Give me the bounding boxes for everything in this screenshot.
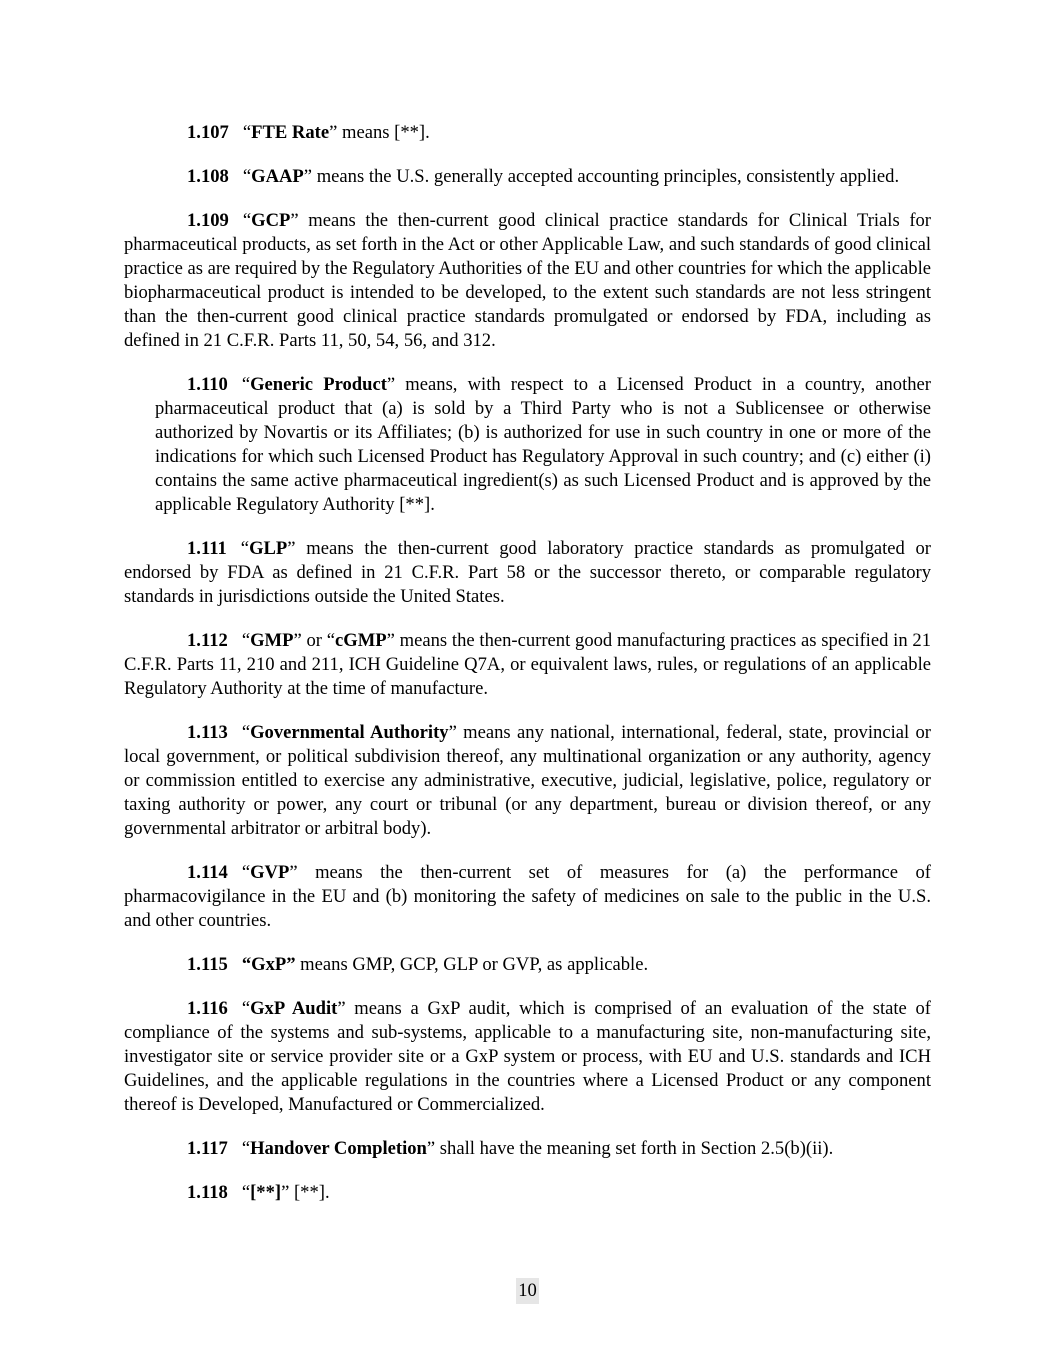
defined-term: GLP xyxy=(249,538,288,559)
section-number: 1.118 xyxy=(187,1182,228,1203)
page-number: 10 xyxy=(516,1278,539,1304)
definition-text: ” means the then-current good clinical practice standards for Clinical Trials for pharmaceutical products, as set forth in the Act or other Applicable Law, and such standards of good clinical practice as are required by the Regulatory Authorities of the EU and other countries for which the applicable biopharmaceutical product is intended to be developed, to the extent such standards are not less stringent than the then-current good clinical practice standards promulgated or endorsed by FDA, including as defined in 21 C.F.R. Parts 11, 50, 54, 56, and 312. xyxy=(124,210,931,351)
section-number: 1.110 xyxy=(187,374,228,395)
definition-text: ” means any national, international, federal, state, provincial or local government, or political subdivision thereof, any multinational organization or any authority, agency or commission entitled to exercise any administrative, executive, judicial, legislative, police, regulatory or taxing authority or power, any court or tribunal (or any department, bureau or division thereof, or any governmental arbitrator or arbitral body). xyxy=(124,722,931,839)
definition-1-113: 1.113 “Governmental Authority” means any national, international, federal, state, provincial or local government, or political subdivision thereof, any multinational organization or any authority, agency or commission entitled to exercise any administrative, executive, judicial, legislative, police, regulatory or taxing authority or power, any court or tribunal (or any department, bureau or division thereof, or any governmental arbitrator or arbitral body). xyxy=(124,722,931,839)
section-number: 1.117 xyxy=(187,1138,228,1159)
definition-1-115 xyxy=(124,953,931,977)
defined-term: GCP xyxy=(251,210,291,231)
definition-1-112: 1.112 “GMP” or “cGMP” means the then-current good manufacturing practices as specified in 21 C.F.R. Parts 11, 210 and 211, ICH Guideline Q7A, or equivalent laws, rules, or regulations of an applicable Regulatory Authority at the time of manufacture. xyxy=(124,630,931,699)
section-number: 1.113 xyxy=(187,722,228,743)
defined-term: Governmental Authority xyxy=(250,722,449,743)
definition-text: ” means the then-current good laboratory practice standards as promulgated or endorsed by FDA as defined in 21 C.F.R. Part 58 or the successor thereto, or comparable regulatory standards in jurisdictions outside the United States. xyxy=(124,538,931,607)
defined-term-alt: cGMP xyxy=(335,630,387,651)
definition-text: ” means, with respect to a Licensed Product in a country, another pharmaceutical product that (a) is sold by a Third Party who is not a Sublicensee or otherwise authorized by Novartis or its Affiliates; (b) is authorized for use in such country in one or more of the indications for which such Licensed Product has Regulatory Approval in such country; and (c) either (i) contains the same active pharmaceutical ingredient(s) as such Licensed Product and is approved by the applicable Regulatory Authority [**]. xyxy=(155,374,931,515)
definition-1-108: 1.108 “GAAP” means the U.S. generally accepted accounting principles, consistently applied. xyxy=(187,166,900,187)
definition-text: ” shall have the meaning set forth in Section 2.5(b)(ii). xyxy=(426,1138,834,1159)
defined-term: FTE Rate xyxy=(251,122,330,143)
definition-1-107: 1.107 “FTE Rate” means [**]. xyxy=(187,122,430,143)
definition-1-109: 1.109 “GCP” means the then-current good clinical practice standards for Clinical Trials for pharmaceutical products, as set forth in the Act or other Applicable Law, and such standards of good clinical practice as are required by the Regulatory Authorities of the EU and other countries for which the applicable biopharmaceutical product is intended to be developed, to the extent such standards are not less stringent than the then-current good clinical practice standards promulgated or endorsed by FDA, including as defined in 21 C.F.R. Parts 11, 50, 54, 56, and 312. xyxy=(124,210,931,351)
definition-text: means GMP, GCP, GLP or GVP, as applicable. xyxy=(295,954,649,975)
defined-term: [**] xyxy=(250,1182,282,1203)
definition-1-118: 1.118 “[**]” [**]. xyxy=(187,1182,330,1203)
defined-term: GxP Audit xyxy=(250,998,338,1019)
definition-text: ” means the U.S. generally accepted accounting principles, consistently applied. xyxy=(303,166,900,187)
section-number: 1.109 xyxy=(187,210,229,231)
definition-1-110: 1.110 “Generic Product” means, with respect to a Licensed Product in a country, another pharmaceutical product that (a) is sold by a Third Party who is not a Sublicensee or otherwise authorized by Novartis or its Affiliates; (b) is authorized for use in such country in one or more of the indications for which such Licensed Product has Regulatory Approval in such country; and (c) either (i) contains the same active pharmaceutical ingredient(s) as such Licensed Product and is approved by the applicable Regulatory Authority [**]. xyxy=(155,374,931,515)
defined-term: “GxP” xyxy=(241,954,296,975)
definition-1-111: 1.111 “GLP” means the then-current good laboratory practice standards as promulgated or endorsed by FDA as defined in 21 C.F.R. Part 58 or the successor thereto, or comparable regulatory standards in jurisdictions outside the United States. xyxy=(124,538,931,607)
document-page xyxy=(124,121,931,1225)
defined-term: Handover Completion xyxy=(250,1138,427,1159)
definition-1-114: 1.114 “GVP” means the then-current set of measures for (a) the performance of pharmacovigilance in the EU and (b) monitoring the safety of medicines on sale to the public in the U.S. and other countries. xyxy=(124,862,931,931)
definition-1-117: 1.117 “Handover Completion” shall have the meaning set forth in Section 2.5(b)(ii). xyxy=(187,1138,834,1159)
section-number: 1.114 xyxy=(187,862,228,883)
section-number: 1.107 xyxy=(187,122,229,143)
definition-1-116: 1.116 “GxP Audit” means a GxP audit, which is comprised of an evaluation of the state of compliance of the systems and sub-systems, applicable to a manufacturing site, non-manufacturing site, investigator site or service provider site or a GxP system or process, with EU and U.S. standards and ICH Guidelines, and the applicable regulations in the countries where a Licensed Product or any component thereof is Developed, Manufactured or Commercialized. xyxy=(124,998,931,1115)
definition-text: ” means the then-current set of measures for (a) the performance of pharmacovigilance in the EU and (b) monitoring the safety of medicines on sale to the public in the U.S. and other countries. xyxy=(124,862,931,931)
definition-text: ” means a GxP audit, which is comprised of an evaluation of the state of compliance of the systems and sub-systems, applicable to a manufacturing site, non-manufacturing site, investigator site or service provider site or a GxP system or process, with EU and U.S. standards and ICH Guidelines, and the applicable regulations in the countries where a Licensed Product or any component thereof is Developed, Manufactured or Commercialized. xyxy=(124,998,931,1115)
defined-term: Generic Product xyxy=(250,374,387,395)
definition-text: ” [**]. xyxy=(281,1182,330,1203)
section-number: 1.108 xyxy=(187,166,229,187)
section-number: 1.116 xyxy=(187,998,228,1019)
section-number: 1.111 xyxy=(187,538,227,559)
defined-term: GVP xyxy=(250,862,290,883)
definition-text: ” means [**]. xyxy=(329,122,430,143)
section-number: 1.115 xyxy=(187,954,228,975)
section-number: 1.112 xyxy=(187,630,228,651)
definition-text: ” means the then-current good manufacturing practices as specified in 21 C.F.R. Parts 11, 210 and 211, ICH Guideline Q7A, or equivalent laws, rules, or regulations of an applicable Regulatory Authority at the time of manufacture. xyxy=(124,630,931,699)
defined-term: GAAP xyxy=(251,166,304,187)
defined-term: GMP xyxy=(250,630,294,651)
